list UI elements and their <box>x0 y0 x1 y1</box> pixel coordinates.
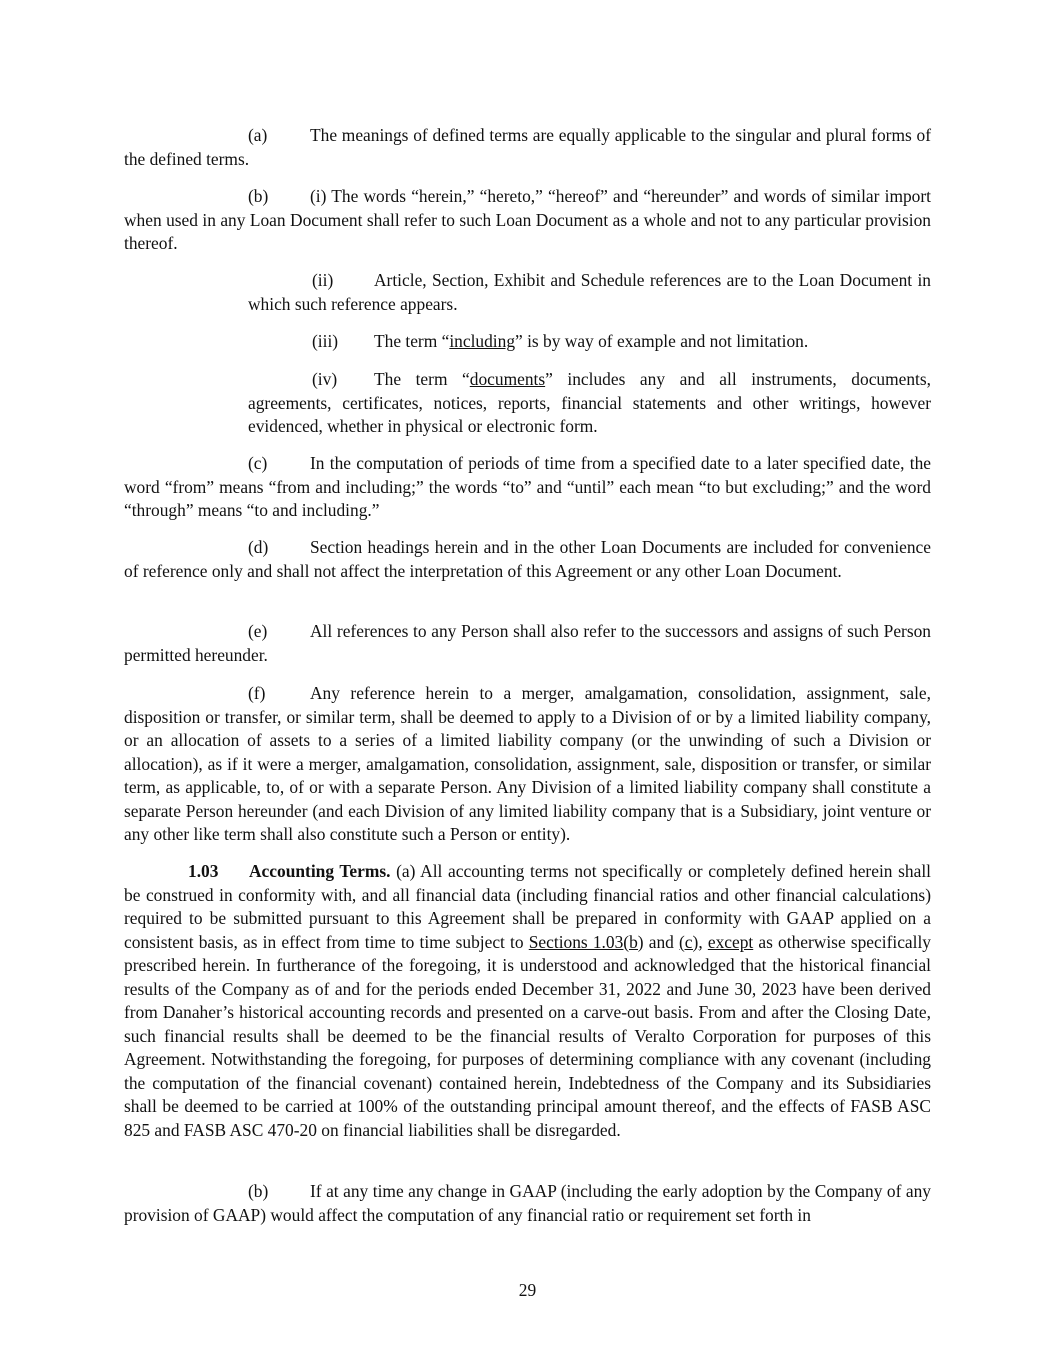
term-except: except <box>707 931 754 952</box>
paragraph-d-label: (d) <box>248 537 269 557</box>
paragraph-c-text: In the computation of periods of time from a specified date to a later specified date, the word “from” means “from and including;” the words “to” and “until” each mean “to but excluding;” and the word “through” means “to and including.” <box>124 453 931 520</box>
paragraph-b-iv-text-after: ” includes any and all instruments, documents, agreements, certificates, notices, reports, financial statements and other writings, however evidenced, whether in physical or electronic form. <box>248 369 931 436</box>
paragraph-b-ii-label: (ii) <box>312 270 334 290</box>
section-number: 1.03 <box>188 861 219 881</box>
paragraph-c-label: (c) <box>248 453 268 473</box>
paragraph-c <box>124 452 931 523</box>
paragraph-f <box>124 682 931 847</box>
section-1-03-b <box>124 1180 931 1227</box>
paragraph-b-iv <box>248 368 931 439</box>
defined-term-documents: documents <box>469 369 546 389</box>
paragraph-b <box>124 185 931 256</box>
paragraph-b-ii-text: Article, Section, Exhibit and Schedule references are to the Loan Document in which such reference appears. <box>248 270 931 314</box>
paragraph-b-label: (b) <box>248 186 269 206</box>
paragraph-d-text: Section headings herein and in the other Loan Documents are included for convenience of reference only and shall not affect the interpretation of this Agreement or any other Loan Document. <box>124 537 931 581</box>
paragraph-d <box>124 536 931 583</box>
paragraph-b-iv-text-before: The term “ <box>374 369 470 389</box>
document-page <box>124 0 931 1365</box>
section-1-03-b-label: (b) <box>248 1181 269 1201</box>
paragraph-f-text: Any reference herein to a merger, amalgamation, consolidation, assignment, sale, disposition or transfer, or similar term, shall be deemed to apply to a Division of or by a limited liability company, or an allocation of assets to a series of a limited liability company (or the unwinding of such a Division or allocation), as if it were a merger, amalgamation, consolidation, assignment, sale, disposition or transfer, or similar term, as applicable, to, of or with a separate Person. Any Division of a limited liability company shall constitute a separate Person hereunder (and each Division of any limited liability company that is a Subsidiary, joint venture or any other like term shall also constitute such a Person or entity). <box>124 683 931 844</box>
section-1-03-b-text: If at any time any change in GAAP (including the early adoption by the Company of any provision of GAAP) would affect the computation of any financial ratio or requirement set forth in <box>124 1181 931 1225</box>
section-text-1: (a) All accounting terms not specifically or completely defined herein shall be construed in conformity with, and all financial data (including financial ratios and other financial calculations) required to be submitted pursuant to this Agreement shall be prepared in conformity with GAAP applied on a consistent basis, as in effect from time to time subject to <box>124 861 931 952</box>
paragraph-b-iii-text-after: ” is by way of example and not limitation. <box>515 331 809 351</box>
section-heading: Accounting Terms. <box>249 861 391 881</box>
paragraph-a-text: The meanings of defined terms are equally applicable to the singular and plural forms of the defined terms. <box>124 125 931 169</box>
cross-reference-sections-1-03-b: Sections 1.03(b) <box>528 931 644 952</box>
paragraph-b-iii-label: (iii) <box>312 331 339 351</box>
paragraph-b-iii-text-before: The term “ <box>374 331 450 351</box>
paragraph-b-text: (i) The words “herein,” “hereto,” “hereof” and “hereunder” and words of similar import when used in any Loan Document shall refer to such Loan Document as a whole and not to any particular provision thereof. <box>124 186 931 253</box>
paragraph-b-iii <box>248 330 931 354</box>
page-number: 29 <box>518 1280 537 1300</box>
paragraph-f-label: (f) <box>248 683 266 703</box>
section-1-03 <box>124 860 931 1142</box>
defined-term-including: including <box>449 331 516 351</box>
paragraph-e-label: (e) <box>248 621 268 641</box>
paragraph-e-text: All references to any Person shall also refer to the successors and assigns of such Person permitted hereunder. <box>124 621 931 665</box>
cross-reference-c: (c) <box>679 931 699 952</box>
paragraph-a-label: (a) <box>248 125 268 145</box>
paragraph-a <box>124 124 931 171</box>
section-text-3: , <box>698 931 708 952</box>
section-text-2: and <box>643 931 680 952</box>
paragraph-b-ii <box>248 269 931 316</box>
paragraph-b-iv-label: (iv) <box>312 369 338 389</box>
paragraph-e <box>124 620 931 667</box>
section-text-4: as otherwise specifically prescribed herein. In furtherance of the foregoing, it is understood and acknowledged that the historical financial results of the Company as of and for the periods ended December 31, 2022 and June 30, 2023 have been derived from Danaher’s historical accounting records and presented on a carve-out basis. From and after the Closing Date, such financial results shall be deemed to be the financial results of Veralto Corporation for purposes of this Agreement. Notwithstanding the foregoing, for purposes of determining compliance with any covenant (including the computation of the financial covenant) contained herein, Indebtedness of the Company and its Subsidiaries shall be deemed to be carried at 100% of the outstanding principal amount thereof, and the effects of FASB ASC 825 and FASB ASC 470-20 on financial liabilities shall be disregarded. <box>124 931 931 1140</box>
